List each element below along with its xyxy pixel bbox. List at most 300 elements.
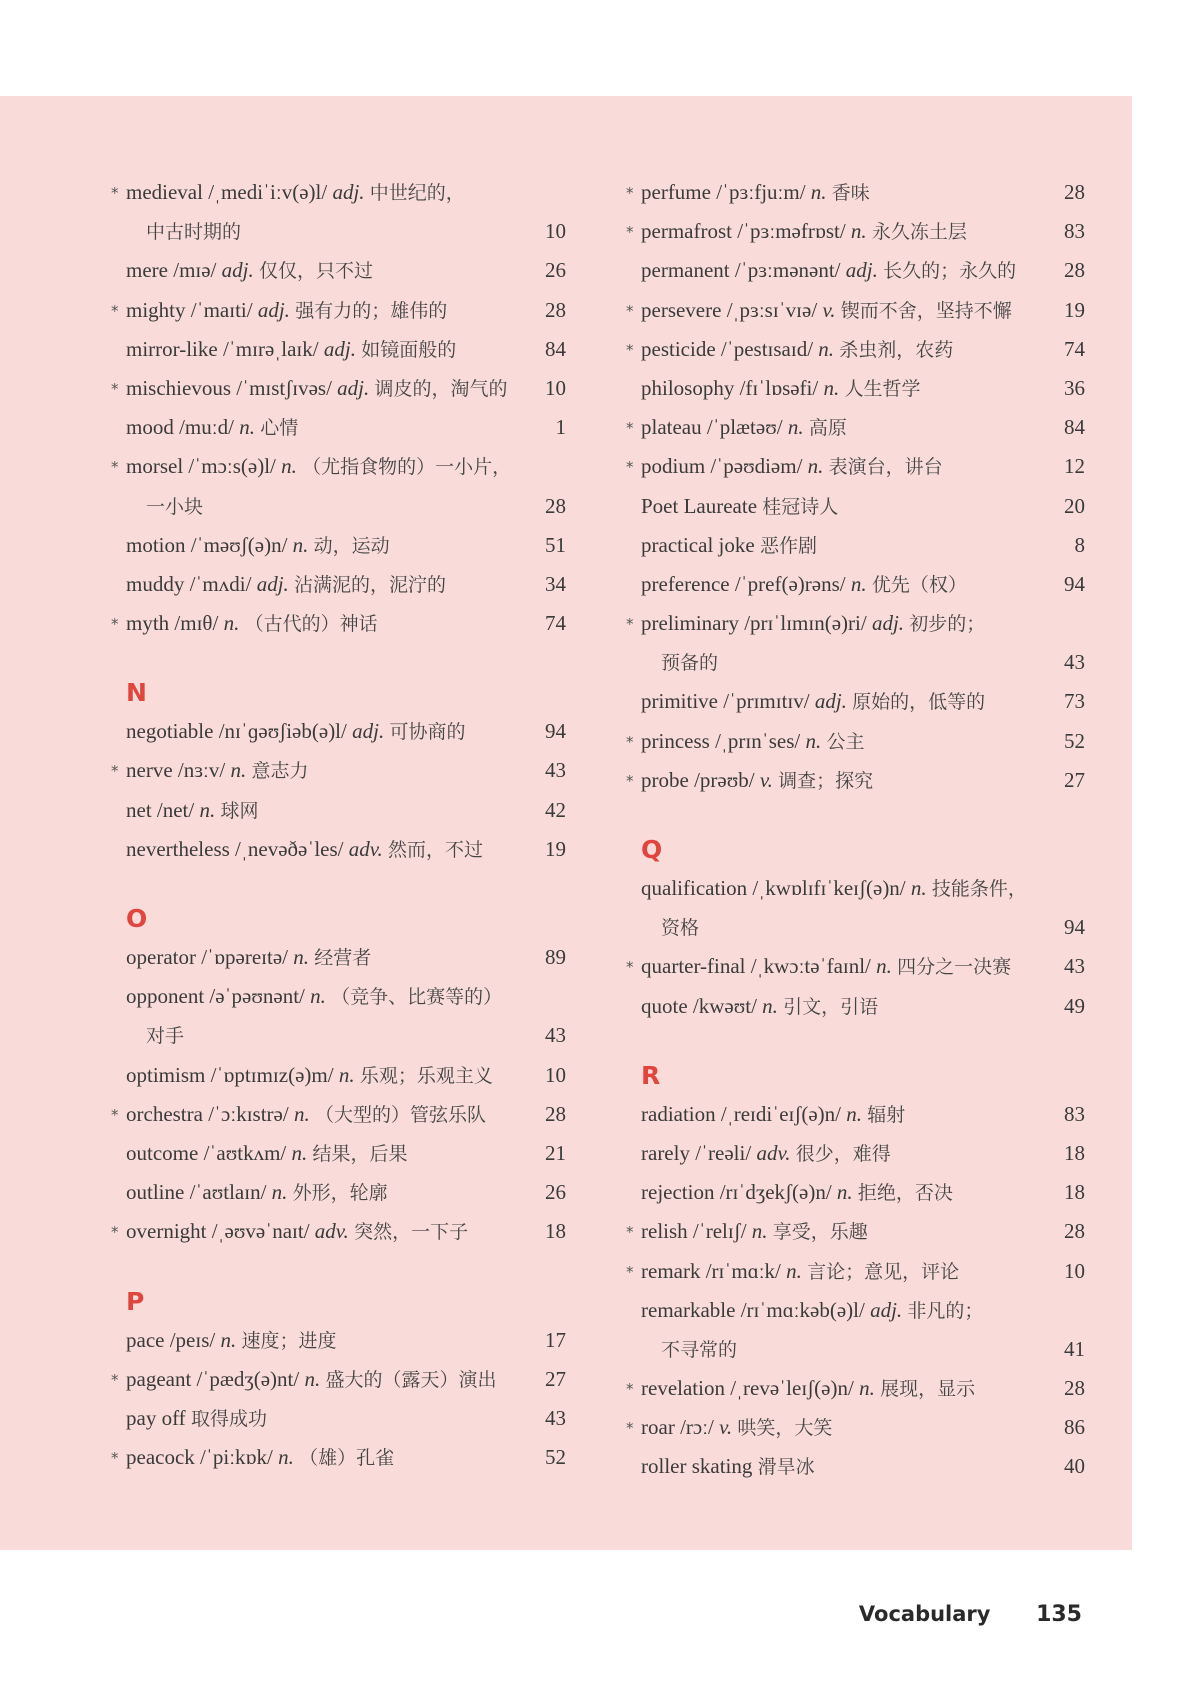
headword: overnight [126,1219,207,1244]
entry-text [126,977,502,1017]
pronunciation: /ˌprɪnˈses/ [715,728,801,753]
entry-text [126,526,390,566]
glossary-entry [108,938,566,977]
page-ref: 26 [545,258,566,283]
entry-text [641,1173,953,1213]
glossary-entry [108,408,566,447]
chinese-gloss: 技能条件， [931,878,1027,900]
glossary-entry [623,869,1085,908]
glossary-column-right [623,173,1085,1487]
part-of-speech: n. [850,219,867,244]
asterisk-icon: * [626,771,634,790]
entry-text [641,1212,868,1252]
headword: quarter-final [641,954,746,979]
part-of-speech: n. [220,1327,237,1352]
headword: pace [126,1327,165,1352]
asterisk-icon: * [626,458,634,477]
part-of-speech: n. [199,797,216,822]
entry-text [641,987,878,1027]
asterisk-icon: * [111,1370,119,1389]
headword: primitive [641,689,718,714]
page-ref: 28 [1064,180,1085,204]
chinese-gloss: 调皮的，淘气的 [374,377,508,400]
headword: philosophy [641,375,735,400]
entry-continuation [108,1016,566,1055]
headword: muddy [126,571,185,596]
chinese-gloss: 中世纪的， [369,182,465,204]
glossary-entry [623,369,1085,408]
glossary-entry [108,830,566,869]
part-of-speech: adj. [221,258,254,283]
asterisk-icon: * [111,615,119,634]
glossary-entry [108,1438,566,1477]
page-ref: 94 [545,719,566,744]
page-ref: 18 [1064,1140,1085,1165]
entry-text [146,487,203,527]
entry-continuation [623,1330,1085,1369]
page-ref: 8 [1074,532,1085,557]
part-of-speech: v. [759,767,773,792]
part-of-speech: v. [719,1415,733,1440]
page-ref: 18 [545,1219,566,1244]
chinese-gloss: 资格 [661,917,700,940]
glossary-entry [623,1447,1085,1486]
glossary-entry [108,369,566,408]
chinese-gloss: 经营者 [314,947,372,969]
page-ref: 21 [545,1140,566,1165]
glossary-entry [623,1173,1085,1212]
section-letter: R [641,1060,661,1090]
section-letter-heading [623,1051,1085,1095]
entry-text [641,947,1011,987]
chinese-gloss: 意志力 [251,760,309,783]
entry-text [641,1252,959,1292]
part-of-speech: n. [807,454,824,479]
asterisk-icon: * [111,762,119,781]
headword: orchestra [126,1101,203,1126]
page-ref: 83 [1064,1101,1085,1126]
part-of-speech: adj. [870,1297,903,1322]
glossary-entry [623,722,1085,761]
pronunciation: /ˈmʌdi/ [189,571,252,596]
glossary-entry [623,1291,1085,1330]
entry-text [126,251,373,291]
chinese-gloss: 乐观；乐观主义 [359,1064,493,1087]
headword: radiation [641,1101,716,1126]
entry-text [641,526,817,566]
headword: quote [641,993,688,1018]
page-ref: 84 [1064,415,1085,440]
headword: practical joke [641,532,755,557]
headword: myth [126,611,170,636]
headword: pesticide [641,336,716,361]
pronunciation: /ˈpɜːfjuːm/ [716,180,806,204]
entry-text [641,761,873,801]
asterisk-icon: * [111,458,119,477]
headword: remark [641,1258,701,1283]
chinese-gloss: 展现，显示 [880,1378,976,1401]
page-ref: 28 [545,1101,566,1126]
entry-text [126,1399,267,1439]
chinese-gloss: 永久冻土层 [871,221,967,244]
pronunciation: /prəʊb/ [694,767,755,792]
page-ref: 27 [545,1366,566,1391]
entry-text [126,1321,336,1361]
asterisk-icon: * [626,732,634,751]
glossary-entry [108,1056,566,1095]
entry-text [641,1408,832,1448]
pronunciation: /ˈmaɪti/ [190,297,253,322]
pronunciation: /ˈməʊʃ(ə)n/ [190,532,288,557]
chinese-gloss: 球网 [220,799,259,822]
chinese-gloss: 香味 [831,182,870,204]
glossary-entry [108,1173,566,1212]
section-spacer [623,800,1085,825]
entry-text [126,369,508,409]
entry-text [641,1447,815,1487]
pronunciation: /ˌkwɒlɪfɪˈkeɪʃ(ə)n/ [752,876,906,900]
chinese-gloss: （尤指食物的）一小片， [302,456,512,479]
chinese-gloss: 不寻常的 [661,1338,738,1361]
page-ref: 43 [1064,954,1085,979]
glossary-entry [108,173,566,212]
headword: mere [126,258,168,283]
entry-text [641,291,1012,331]
entry-text [661,1330,737,1370]
chinese-gloss: 人生哲学 [844,377,921,400]
section-letter-heading [108,668,566,712]
glossary-entry [623,604,1085,643]
pronunciation: /mɪθ/ [174,611,219,636]
pronunciation: /fɪˈlɒsəfi/ [739,375,819,400]
entry-continuation [623,643,1085,682]
glossary-entry [623,447,1085,486]
entry-text [126,1056,493,1096]
asterisk-icon: * [626,615,634,634]
headword: operator [126,945,196,969]
glossary-entry [623,1252,1085,1291]
part-of-speech: adj. [352,719,385,744]
page-ref: 51 [545,532,566,557]
entry-text [126,173,465,213]
headword: podium [641,454,706,479]
asterisk-icon: * [626,1262,634,1281]
headword: roller skating [641,1454,753,1479]
pronunciation: /ˈaʊtkʌm/ [203,1140,287,1165]
part-of-speech: n. [304,1366,321,1391]
pronunciation: /ˌnevəðəˈles/ [235,836,344,861]
chinese-gloss: 滑旱冰 [757,1456,815,1479]
glossary-entry [623,251,1085,290]
pronunciation: /nɪˈɡəʊʃiəb(ə)l/ [218,719,347,744]
glossary-entry [108,330,566,369]
headword: net [126,797,152,822]
entry-text [641,487,838,527]
chinese-gloss: 公主 [826,730,865,753]
entry-text [126,712,465,752]
headword: outcome [126,1140,199,1165]
page-ref: 86 [1064,1415,1085,1440]
page-ref: 28 [1064,258,1085,283]
entry-text [641,408,847,448]
chinese-gloss: 高原 [808,417,847,440]
pronunciation: /ˈpædʒ(ə)nt/ [196,1366,300,1391]
chinese-gloss: （大型的）管弦乐队 [314,1103,486,1126]
asterisk-icon: * [111,1449,119,1468]
headword: negotiable [126,719,214,744]
entry-text [126,565,446,605]
chinese-gloss: 取得成功 [190,1407,267,1430]
page-ref: 40 [1064,1454,1085,1479]
glossary-entry [623,408,1085,447]
entry-text [641,565,967,605]
glossary-entry [108,1321,566,1360]
part-of-speech: n. [310,984,326,1009]
part-of-speech: adj. [323,336,356,361]
part-of-speech: n. [751,1219,768,1244]
entry-text [641,722,865,762]
part-of-speech: adj. [845,258,878,283]
glossary-entry [108,447,566,486]
page-ref: 10 [545,219,566,244]
part-of-speech: n. [818,336,835,361]
page-ref: 18 [1064,1180,1085,1205]
entry-text [126,1173,388,1213]
section-letter-heading [108,894,566,938]
glossary-entry [108,251,566,290]
headword: motion [126,532,186,557]
section-letter-heading [623,825,1085,869]
pronunciation: /prɪˈlɪmɪn(ə)ri/ [744,611,867,636]
entry-text [641,1369,975,1409]
page-ref: 34 [545,571,566,596]
headword: mood [126,415,174,440]
entry-text [126,330,456,370]
glossary-entry [108,977,566,1016]
chinese-gloss: 非凡的； [907,1299,984,1322]
page-ref: 43 [1064,650,1085,675]
glossary-column-left [108,173,566,1477]
part-of-speech: adj. [814,689,847,714]
entry-text [641,447,943,487]
part-of-speech: n. [762,993,778,1018]
headword: mirror-like [126,336,218,361]
pronunciation: /ˈpɜːmənənt/ [734,258,841,283]
entry-text [641,173,870,213]
headword: permafrost [641,219,732,244]
asterisk-icon: * [626,1380,634,1399]
section-letter: Q [641,835,663,864]
glossary-entry [108,1360,566,1399]
headword: opponent [126,984,205,1009]
entry-text [126,791,259,831]
headword: perfume [641,180,711,204]
glossary-entry [623,212,1085,251]
part-of-speech: n. [846,1101,862,1126]
part-of-speech: n. [291,1140,308,1165]
chinese-gloss: 优先（权） [871,573,967,596]
section-label: Vocabulary [858,1602,991,1626]
page-ref: 74 [1064,336,1085,361]
chinese-gloss: 长久的；永久的 [883,260,1017,283]
part-of-speech: n. [281,454,297,479]
page-ref: 43 [545,1405,566,1430]
section-spacer [108,1252,566,1277]
glossary-entry [108,1134,566,1173]
page-ref: 73 [1064,689,1085,714]
chinese-gloss: 辐射 [867,1103,906,1126]
part-of-speech: n. [876,954,892,979]
part-of-speech: n. [787,415,804,440]
asterisk-icon: * [111,301,119,320]
chinese-gloss: 桂冠诗人 [762,495,839,518]
glossary-entry [108,1095,566,1134]
part-of-speech: n. [292,532,309,557]
chinese-gloss: 动，运动 [313,534,390,557]
part-of-speech: adj. [332,180,365,204]
pronunciation: /ˌreɪdiˈeɪʃ(ə)n/ [720,1101,841,1126]
glossary-entry [623,682,1085,721]
chinese-gloss: 沾满泥的，泥泞的 [294,573,447,596]
chinese-gloss: 言论；意见，评论 [807,1260,960,1283]
page-ref: 83 [1064,219,1085,244]
pronunciation: /ˈreəli/ [695,1140,752,1165]
chinese-gloss: 四分之一决赛 [897,956,1012,979]
entry-text [126,604,378,644]
part-of-speech: adv. [314,1219,349,1244]
chinese-gloss: 恶作剧 [759,534,817,557]
entry-text [661,908,699,948]
pronunciation: /ˈmɪstʃɪvəs/ [236,375,332,400]
glossary-entry [623,291,1085,330]
pronunciation: /ˈpref(ə)rəns/ [734,571,846,596]
part-of-speech: n. [910,876,927,900]
entry-text [126,1360,496,1400]
section-letter-heading [108,1277,566,1321]
glossary-entry [623,1212,1085,1251]
chinese-gloss: 心情 [260,417,299,440]
entry-text [641,869,1027,909]
part-of-speech: n. [850,571,867,596]
part-of-speech: n. [810,180,827,204]
entry-text [126,291,447,331]
pronunciation: /ˌkwɔːtəˈfaɪnl/ [750,954,871,979]
headword: rarely [641,1140,690,1165]
chinese-gloss: 然而，不过 [388,838,484,861]
pronunciation: /rɪˈmɑːkəb(ə)l/ [740,1297,865,1322]
page-ref: 49 [1064,993,1085,1018]
page-ref: 10 [545,1062,566,1087]
page-ref: 42 [545,797,566,822]
glossary-entry [623,1408,1085,1447]
part-of-speech: adv. [348,836,383,861]
page-ref: 74 [545,611,566,636]
headword: preference [641,571,730,596]
page-ref: 94 [1064,915,1085,940]
glossary-entry [623,330,1085,369]
headword: roar [641,1415,675,1440]
pronunciation: /ˌpɜːsɪˈvɪə/ [726,297,818,322]
headword: medieval [126,180,203,204]
part-of-speech: n. [271,1180,288,1205]
section-letter: O [126,904,148,933]
chinese-gloss: （竞争、比赛等的） [331,986,503,1009]
asterisk-icon: * [626,419,634,438]
part-of-speech: n. [786,1258,802,1283]
part-of-speech: adj. [337,375,370,400]
entry-text [126,751,308,791]
part-of-speech: n. [338,1062,355,1087]
page-ref: 10 [1064,1258,1085,1283]
pronunciation: /ˈɒptɪmɪz(ə)m/ [210,1062,334,1087]
chinese-gloss: 初步的； [909,613,986,636]
headword: nerve [126,758,173,783]
chinese-gloss: 调查；探究 [778,769,874,792]
entry-continuation [108,212,566,251]
headword: revelation [641,1376,725,1401]
glossary-entry [623,173,1085,212]
part-of-speech: n. [230,758,247,783]
glossary-entry [623,987,1085,1026]
chinese-gloss: 如镜面般的 [361,338,457,361]
headword: rejection [641,1180,715,1205]
entry-text [126,1095,486,1135]
page-ref: 28 [1064,1376,1085,1401]
chinese-gloss: 速度；进度 [241,1329,337,1352]
glossary-entry [623,761,1085,800]
pronunciation: /rɪˈmɑːk/ [705,1258,781,1283]
entry-text [661,643,718,683]
part-of-speech: n. [293,1101,310,1126]
entry-text [641,682,985,722]
chinese-gloss: 拒绝，否决 [857,1182,953,1205]
page-footer [859,1594,1082,1634]
chinese-gloss: 仅仅，只不过 [259,260,374,283]
page-ref: 26 [545,1180,566,1205]
pronunciation: /ˈpestɪsaɪd/ [720,336,814,361]
headword: pay off [126,1405,186,1430]
headword: qualification [641,876,748,900]
chinese-gloss: 杀虫剂，农药 [839,338,954,361]
entry-text [126,1134,408,1174]
part-of-speech: n. [836,1180,853,1205]
section-letter: N [126,678,147,708]
headword: nevertheless [126,836,230,861]
headword: probe [641,767,689,792]
headword: preliminary [641,611,739,636]
chinese-gloss: 锲而不舍，坚持不懈 [840,299,1012,322]
asterisk-icon: * [626,1419,634,1438]
part-of-speech: adj. [256,571,289,596]
part-of-speech: n. [823,375,840,400]
entry-continuation [108,487,566,526]
chinese-gloss: 引文，引语 [783,995,879,1018]
chinese-gloss: 突然，一下子 [354,1221,469,1244]
pronunciation: /ˌrevəˈleɪʃ(ə)n/ [730,1376,854,1401]
chinese-gloss: 预备的 [661,652,719,675]
asterisk-icon: * [111,1105,119,1124]
page-ref: 94 [1064,571,1085,596]
pronunciation: /muːd/ [179,415,234,440]
entry-text [641,1291,983,1331]
chinese-gloss: 享受，乐趣 [772,1221,868,1244]
asterisk-icon: * [626,1223,634,1242]
page-ref: 84 [545,336,566,361]
entry-text [126,447,511,487]
headword: permanent [641,258,730,283]
headword: outline [126,1180,185,1205]
pronunciation: /əˈpəʊnənt/ [209,984,305,1009]
